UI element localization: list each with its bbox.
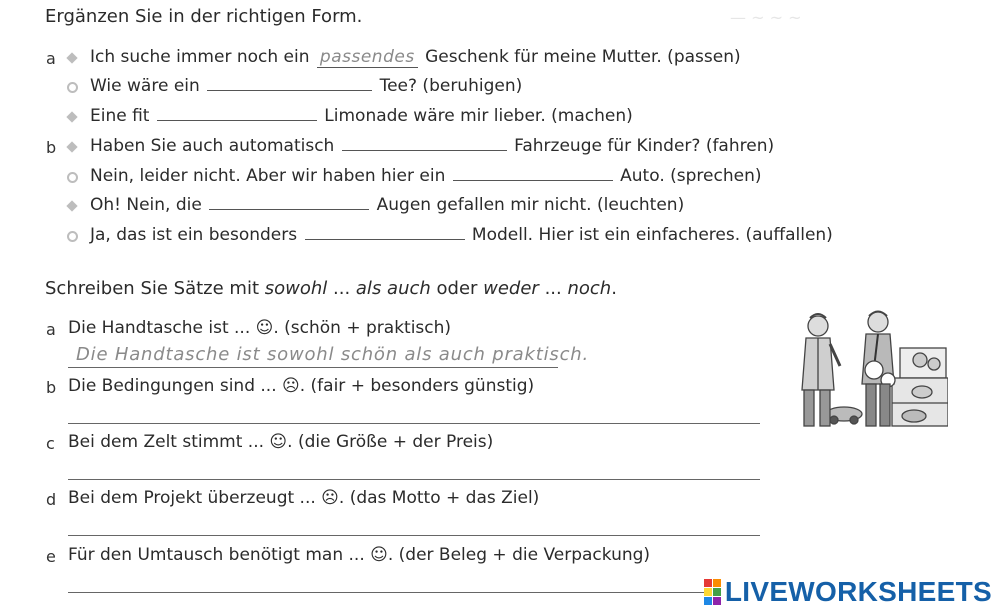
prompt-text: Bei dem Projekt überzeugt ... ☹. (das Motto + das Ziel) <box>68 488 540 508</box>
sentence-start: Oh! Nein, die <box>90 195 202 215</box>
item-letter-b: b <box>46 378 57 397</box>
diamond-bullet-icon <box>66 141 78 153</box>
handwritten-answer: Die Handtasche ist sowohl schön als auch praktisch. <box>76 344 590 365</box>
item-letter-a: a <box>46 49 56 68</box>
answer-line[interactable] <box>68 479 760 480</box>
sentence-start: Ja, das ist ein besonders <box>90 225 298 245</box>
exercise1-row <box>90 225 833 245</box>
prompt-text: Die Bedingungen sind ... ☹. (fair + besonders günstig) <box>68 376 535 396</box>
circle-bullet-icon <box>66 171 78 183</box>
diamond-bullet-icon <box>66 52 78 64</box>
exercise1-row <box>90 136 774 156</box>
exercise1-row <box>90 106 633 126</box>
item-letter-d: d <box>46 490 57 509</box>
handwritten-answer: passendes <box>319 47 415 67</box>
exercise1-row <box>90 166 761 186</box>
logo-icon <box>704 579 721 605</box>
sentence-end: Modell. Hier ist ein einfacheres. (auffallen) <box>471 225 833 245</box>
answer-field[interactable] <box>207 76 372 91</box>
sentence-start: Nein, leider nicht. Aber wir haben hier ein <box>90 166 446 186</box>
sentence-end: Limonade wäre mir lieber. (machen) <box>324 106 633 126</box>
exercise2-title: Schreiben Sie Sätze mit sowohl ... als auch oder weder ... noch. <box>45 278 617 299</box>
answer-field[interactable] <box>209 195 369 210</box>
item-letter-b: b <box>46 138 57 157</box>
liveworksheets-logo <box>704 576 992 608</box>
prompt-text: Für den Umtausch benötigt man ... ☺. (der Beleg + die Verpackung) <box>68 545 651 565</box>
logo-text: LIVEWORKSHEETS <box>724 576 992 607</box>
shop-cartoon-illustration <box>792 308 948 432</box>
answer-field[interactable] <box>453 166 613 181</box>
exercise1-row <box>90 195 684 215</box>
sentence-start: Wie wäre ein <box>90 76 200 96</box>
sentence-end: Geschenk für meine Mutter. (passen) <box>425 47 741 67</box>
scan-artifact: — ~ ~ ~ <box>730 8 802 27</box>
sentence-end: Tee? (beruhigen) <box>379 76 523 96</box>
answer-field[interactable] <box>157 106 317 121</box>
exercise1-row <box>90 76 522 96</box>
exercise1-title: Ergänzen Sie in der richtigen Form. <box>45 6 363 27</box>
answer-line[interactable] <box>68 592 708 593</box>
answer-field[interactable] <box>305 225 465 240</box>
prompt-text: Bei dem Zelt stimmt ... ☺. (die Größe + der Preis) <box>68 432 494 452</box>
answer-line[interactable] <box>68 367 558 368</box>
sentence-start: Eine fit <box>90 106 150 126</box>
circle-bullet-icon <box>66 81 78 93</box>
item-letter-c: c <box>46 434 55 453</box>
sentence-end: Augen gefallen mir nicht. (leuchten) <box>376 195 685 215</box>
item-letter-a: a <box>46 320 56 339</box>
sentence-end: Auto. (sprechen) <box>620 166 762 186</box>
exercise1-row <box>90 47 741 68</box>
answer-field[interactable] <box>317 47 418 68</box>
sentence-end: Fahrzeuge für Kinder? (fahren) <box>514 136 775 156</box>
answer-line[interactable] <box>68 535 760 536</box>
diamond-bullet-icon <box>66 111 78 123</box>
sentence-start: Haben Sie auch automatisch <box>90 136 335 156</box>
prompt-text: Die Handtasche ist ... ☺. (schön + praktisch) <box>68 318 452 338</box>
answer-field[interactable] <box>342 136 507 151</box>
circle-bullet-icon <box>66 230 78 242</box>
item-letter-e: e <box>46 547 56 566</box>
sentence-start: Ich suche immer noch ein <box>90 47 310 67</box>
answer-line[interactable] <box>68 423 760 424</box>
diamond-bullet-icon <box>66 200 78 212</box>
